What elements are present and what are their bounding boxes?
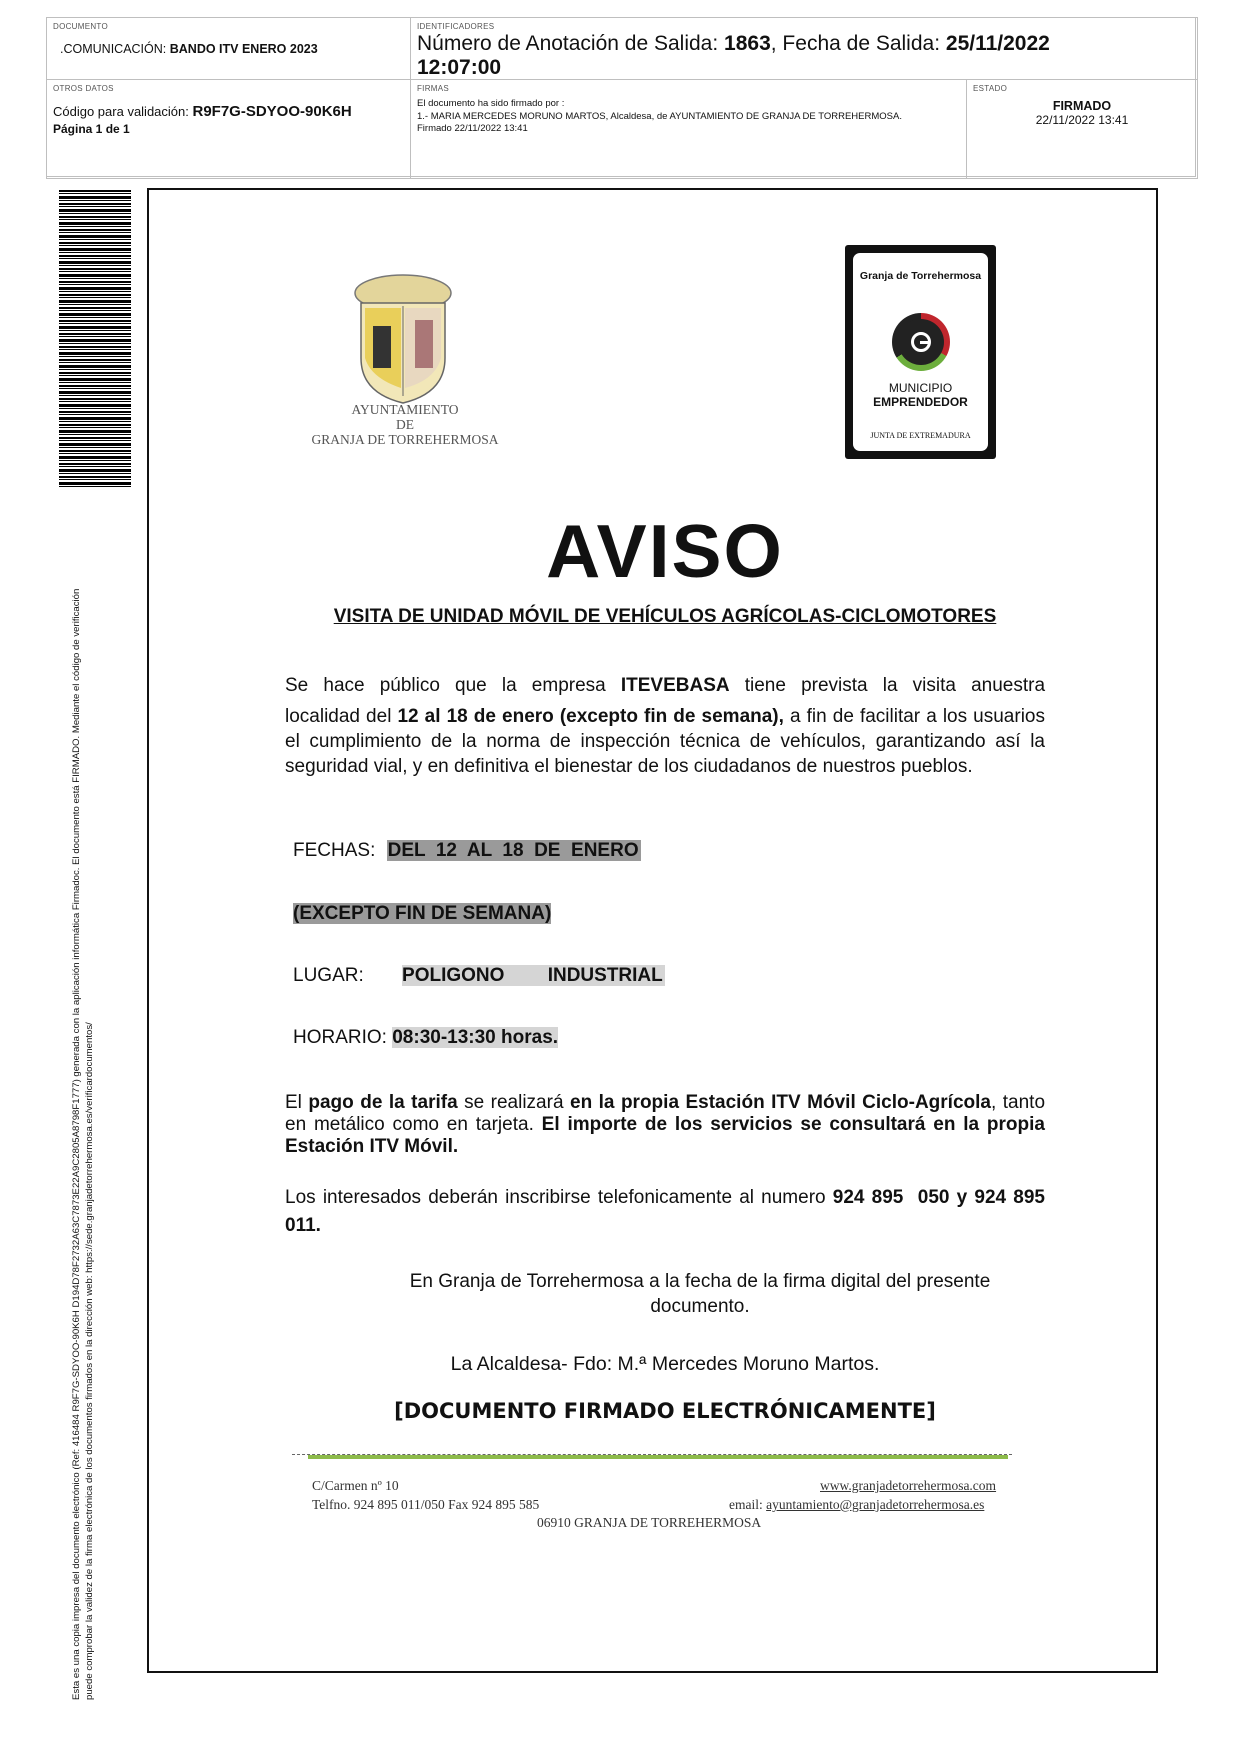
lugar-row: LUGAR: POLIGONO INDUSTRIAL <box>293 965 663 986</box>
excepto-value: (EXCEPTO FIN DE SEMANA) <box>293 903 552 924</box>
anotacion-salida: Número de Anotación de Salida: 1863, Fecha de Salida: 25/11/2022 12:07:00 <box>417 32 1050 79</box>
footer-email: email: ayuntamiento@granjadetorrehermosa.es <box>729 1497 985 1512</box>
footer-phone: Telfno. 924 895 011/050 Fax 924 895 585 <box>312 1497 540 1512</box>
otros-datos-cell <box>46 79 411 179</box>
firmas-text: El documento ha sido firmado por : 1.- MARIA MERCEDES MORUNO MARTOS, Alcaldesa, de AYUNTAMIENTO DE GRANJA DE TORREHERMOSA. Firmado 22/11/2022 13:41 <box>417 98 902 134</box>
otros-datos-label: OTROS DATOS <box>53 84 114 93</box>
fechas-row: FECHAS: DEL 12 AL 18 DE ENERO <box>293 840 639 861</box>
page-subtitle: VISITA DE UNIDAD MÓVIL DE VEHÍCULOS AGRÍCOLAS-CICLOMOTORES <box>333 606 997 627</box>
footer-green-bar <box>308 1455 1008 1459</box>
codigo-validacion: Código para validación: R9F7G-SDYOO-90K6H <box>53 103 352 120</box>
lugar-value: POLIGONO INDUSTRIAL <box>402 965 663 986</box>
firmas-cell <box>410 79 967 179</box>
badge-line-junta: JUNTA DE EXTREMADURA <box>870 431 971 440</box>
footer-website-link[interactable]: www.granjadetorrehermosa.com <box>820 1478 997 1493</box>
verification-side-text: Esta es una copia impresa del documento electrónico (Ref: 416484 R9F7G-SDYOO-90K6H D194D78F2732A63C7873E22A9C2805A8798F1777) generada con la aplicación informática Firmadoc. El documento está FIRMADO. Mediante el código de verificación puede comprobar la validez de la firma electrónica de los documentos firmados en la dirección web: https://sede.granjadetorrehermosa.es/verificardocumentos/ <box>71 588 95 1700</box>
ayuntamiento-caption: AYUNTAMIENTO DE GRANJA DE TORREHERMOSA <box>311 402 499 447</box>
estado-label: ESTADO <box>973 84 1008 93</box>
badge-line-emprendedor: EMPRENDEDOR <box>873 395 968 409</box>
fechas-value: DEL 12 AL 18 DE ENERO <box>387 840 639 861</box>
identificadores-cell <box>410 17 1198 80</box>
documento-value: .COMUNICACIÓN: BANDO ITV ENERO 2023 <box>60 42 318 56</box>
page-title: AVISO <box>546 509 784 593</box>
horario-row: HORARIO: 08:30-13:30 horas. <box>293 1027 559 1048</box>
document-header <box>46 17 1196 177</box>
estado-date: 22/11/2022 13:41 <box>1035 113 1129 127</box>
estado-value: FIRMADO <box>1052 99 1112 113</box>
footer-address: C/Carmen nº 10 <box>312 1478 399 1493</box>
inscripcion-paragraph: Los interesados deberán inscribirse telefonicamente al numero 924 895 050 y 924 895 011. <box>285 1187 1051 1236</box>
estado-cell <box>966 79 1198 179</box>
identificadores-label: IDENTIFICADORES <box>417 22 495 31</box>
barcode-icon <box>59 190 131 488</box>
horario-value: 08:30-13:30 horas. <box>392 1027 559 1048</box>
firmado-electronicamente: [DOCUMENTO FIRMADO ELECTRÓNICAMENTE] <box>394 1399 936 1423</box>
pagina-indicator: Página 1 de 1 <box>53 122 130 136</box>
signature-line: La Alcaldesa- Fdo: M.ª Mercedes Moruno Martos. <box>450 1353 880 1375</box>
coat-of-arms-icon <box>343 268 463 408</box>
emprendedor-logo-icon <box>892 313 950 371</box>
excepto-row <box>293 903 551 925</box>
firmas-label: FIRMAS <box>417 84 450 93</box>
badge-line-municipio: MUNICIPIO <box>888 381 953 395</box>
footer-email-link[interactable]: ayuntamiento@granjadetorrehermosa.es <box>766 1497 985 1512</box>
documento-cell <box>46 17 411 80</box>
intro-paragraph: Se hace público que la empresa ITEVEBASA tiene prevista la visita anuestra localidad del 12 al 18 de enero (excepto fin de semana), a fin de facilitar a los usuarios el cumplimiento de la norma de inspección técnica de vehículos, garantizando así la seguridad vial, y en definitiva el bienestar de los ciudadanos de nuestros pueblos. <box>285 675 1046 777</box>
municipio-emprendedor-badge <box>845 245 996 459</box>
lugar-fecha-text: En Granja de Torrehermosa a la fecha de la firma digital del presente documento. <box>409 1271 991 1317</box>
badge-title: Granja de Torrehermosa <box>859 270 982 282</box>
footer-city: 06910 GRANJA DE TORREHERMOSA <box>537 1515 762 1530</box>
documento-label: DOCUMENTO <box>53 22 108 31</box>
tarifa-paragraph: El pago de la tarifa se realizará en la propia Estación ITV Móvil Ciclo-Agrícola, tanto en metálico como en tarjeta. El importe de los servicios se consultará en la propia Estación ITV Móvil. <box>285 1092 1046 1157</box>
